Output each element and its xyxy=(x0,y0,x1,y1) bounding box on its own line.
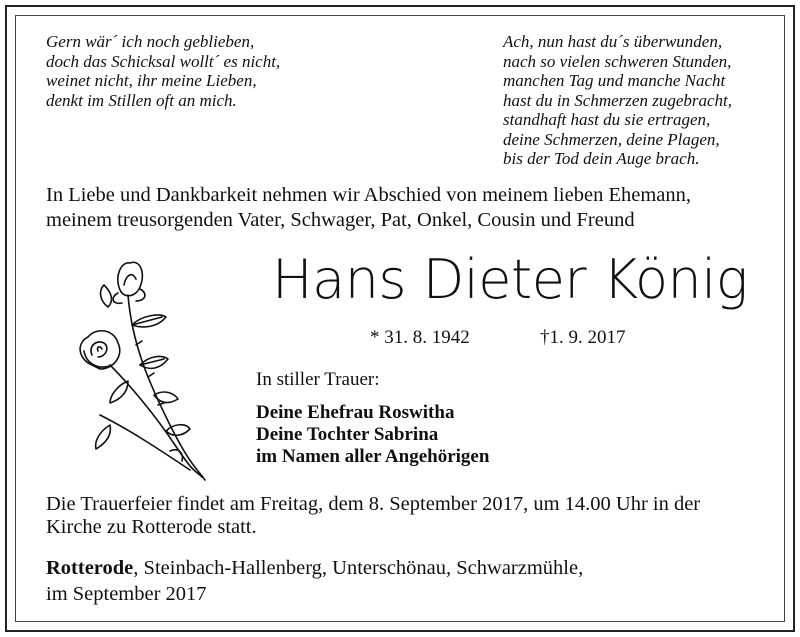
birth-date: * 31. 8. 1942 xyxy=(370,327,470,348)
funeral-line: Die Trauerfeier findet am Freitag, dem 8. September 2017, um 14.00 Uhr in der xyxy=(46,493,701,515)
poem-right-line: hast du in Schmerzen zugebracht, xyxy=(503,90,733,110)
intro-line: In Liebe und Dankbarkeit nehmen wir Abschied von meinem lieben Ehemann, xyxy=(46,184,691,206)
places-line xyxy=(46,555,583,581)
poem-left-line: Gern wär´ ich noch geblieben, xyxy=(46,32,255,51)
mourner-line: Deine Ehefrau Roswitha xyxy=(256,402,455,423)
poem-right-line: Ach, nun hast du´s überwunden, xyxy=(503,32,723,51)
poem-left xyxy=(46,32,280,110)
places-rest: , Steinbach-Hallenberg, Unterschönau, Schwarzmühle, xyxy=(133,557,584,579)
places-and-date xyxy=(46,555,583,607)
funeral-notice xyxy=(46,493,776,539)
intro-text xyxy=(46,183,766,233)
mourner-line: Deine Tochter Sabrina xyxy=(256,424,439,445)
poem-right-line: deine Schmerzen, deine Plagen, xyxy=(503,129,720,149)
poem-right-line: bis der Tod dein Auge brach. xyxy=(503,149,700,168)
mourning-intro: In stiller Trauer: xyxy=(256,369,380,390)
death-date: †1. 9. 2017 xyxy=(540,327,626,348)
date-line: im September 2017 xyxy=(46,583,207,605)
poem-left-line: denkt im Stillen oft an mich. xyxy=(46,90,237,110)
poem-right xyxy=(503,32,732,169)
mourner-line: im Namen aller Angehörigen xyxy=(256,446,490,467)
deceased-name: Hans Dieter König xyxy=(272,248,748,311)
poem-right-line: standhaft hast du sie ertragen, xyxy=(503,110,711,129)
poem-left-line: doch das Schicksal wollt´ es nicht, xyxy=(46,51,281,71)
poem-right-line: nach so vielen schweren Stunden, xyxy=(503,51,732,71)
poem-right-line: manchen Tag und manche Nacht xyxy=(503,71,726,90)
poem-left-line: weinet nicht, ihr meine Lieben, xyxy=(46,71,257,90)
funeral-line: Kirche zu Rotterode statt. xyxy=(46,516,257,538)
intro-line: meinem treusorgenden Vater, Schwager, Pat, Onkel, Cousin und Freund xyxy=(46,209,635,231)
place-highlight: Rotterode xyxy=(46,557,134,579)
mourners-list xyxy=(256,402,489,468)
rose-icon xyxy=(70,255,220,485)
